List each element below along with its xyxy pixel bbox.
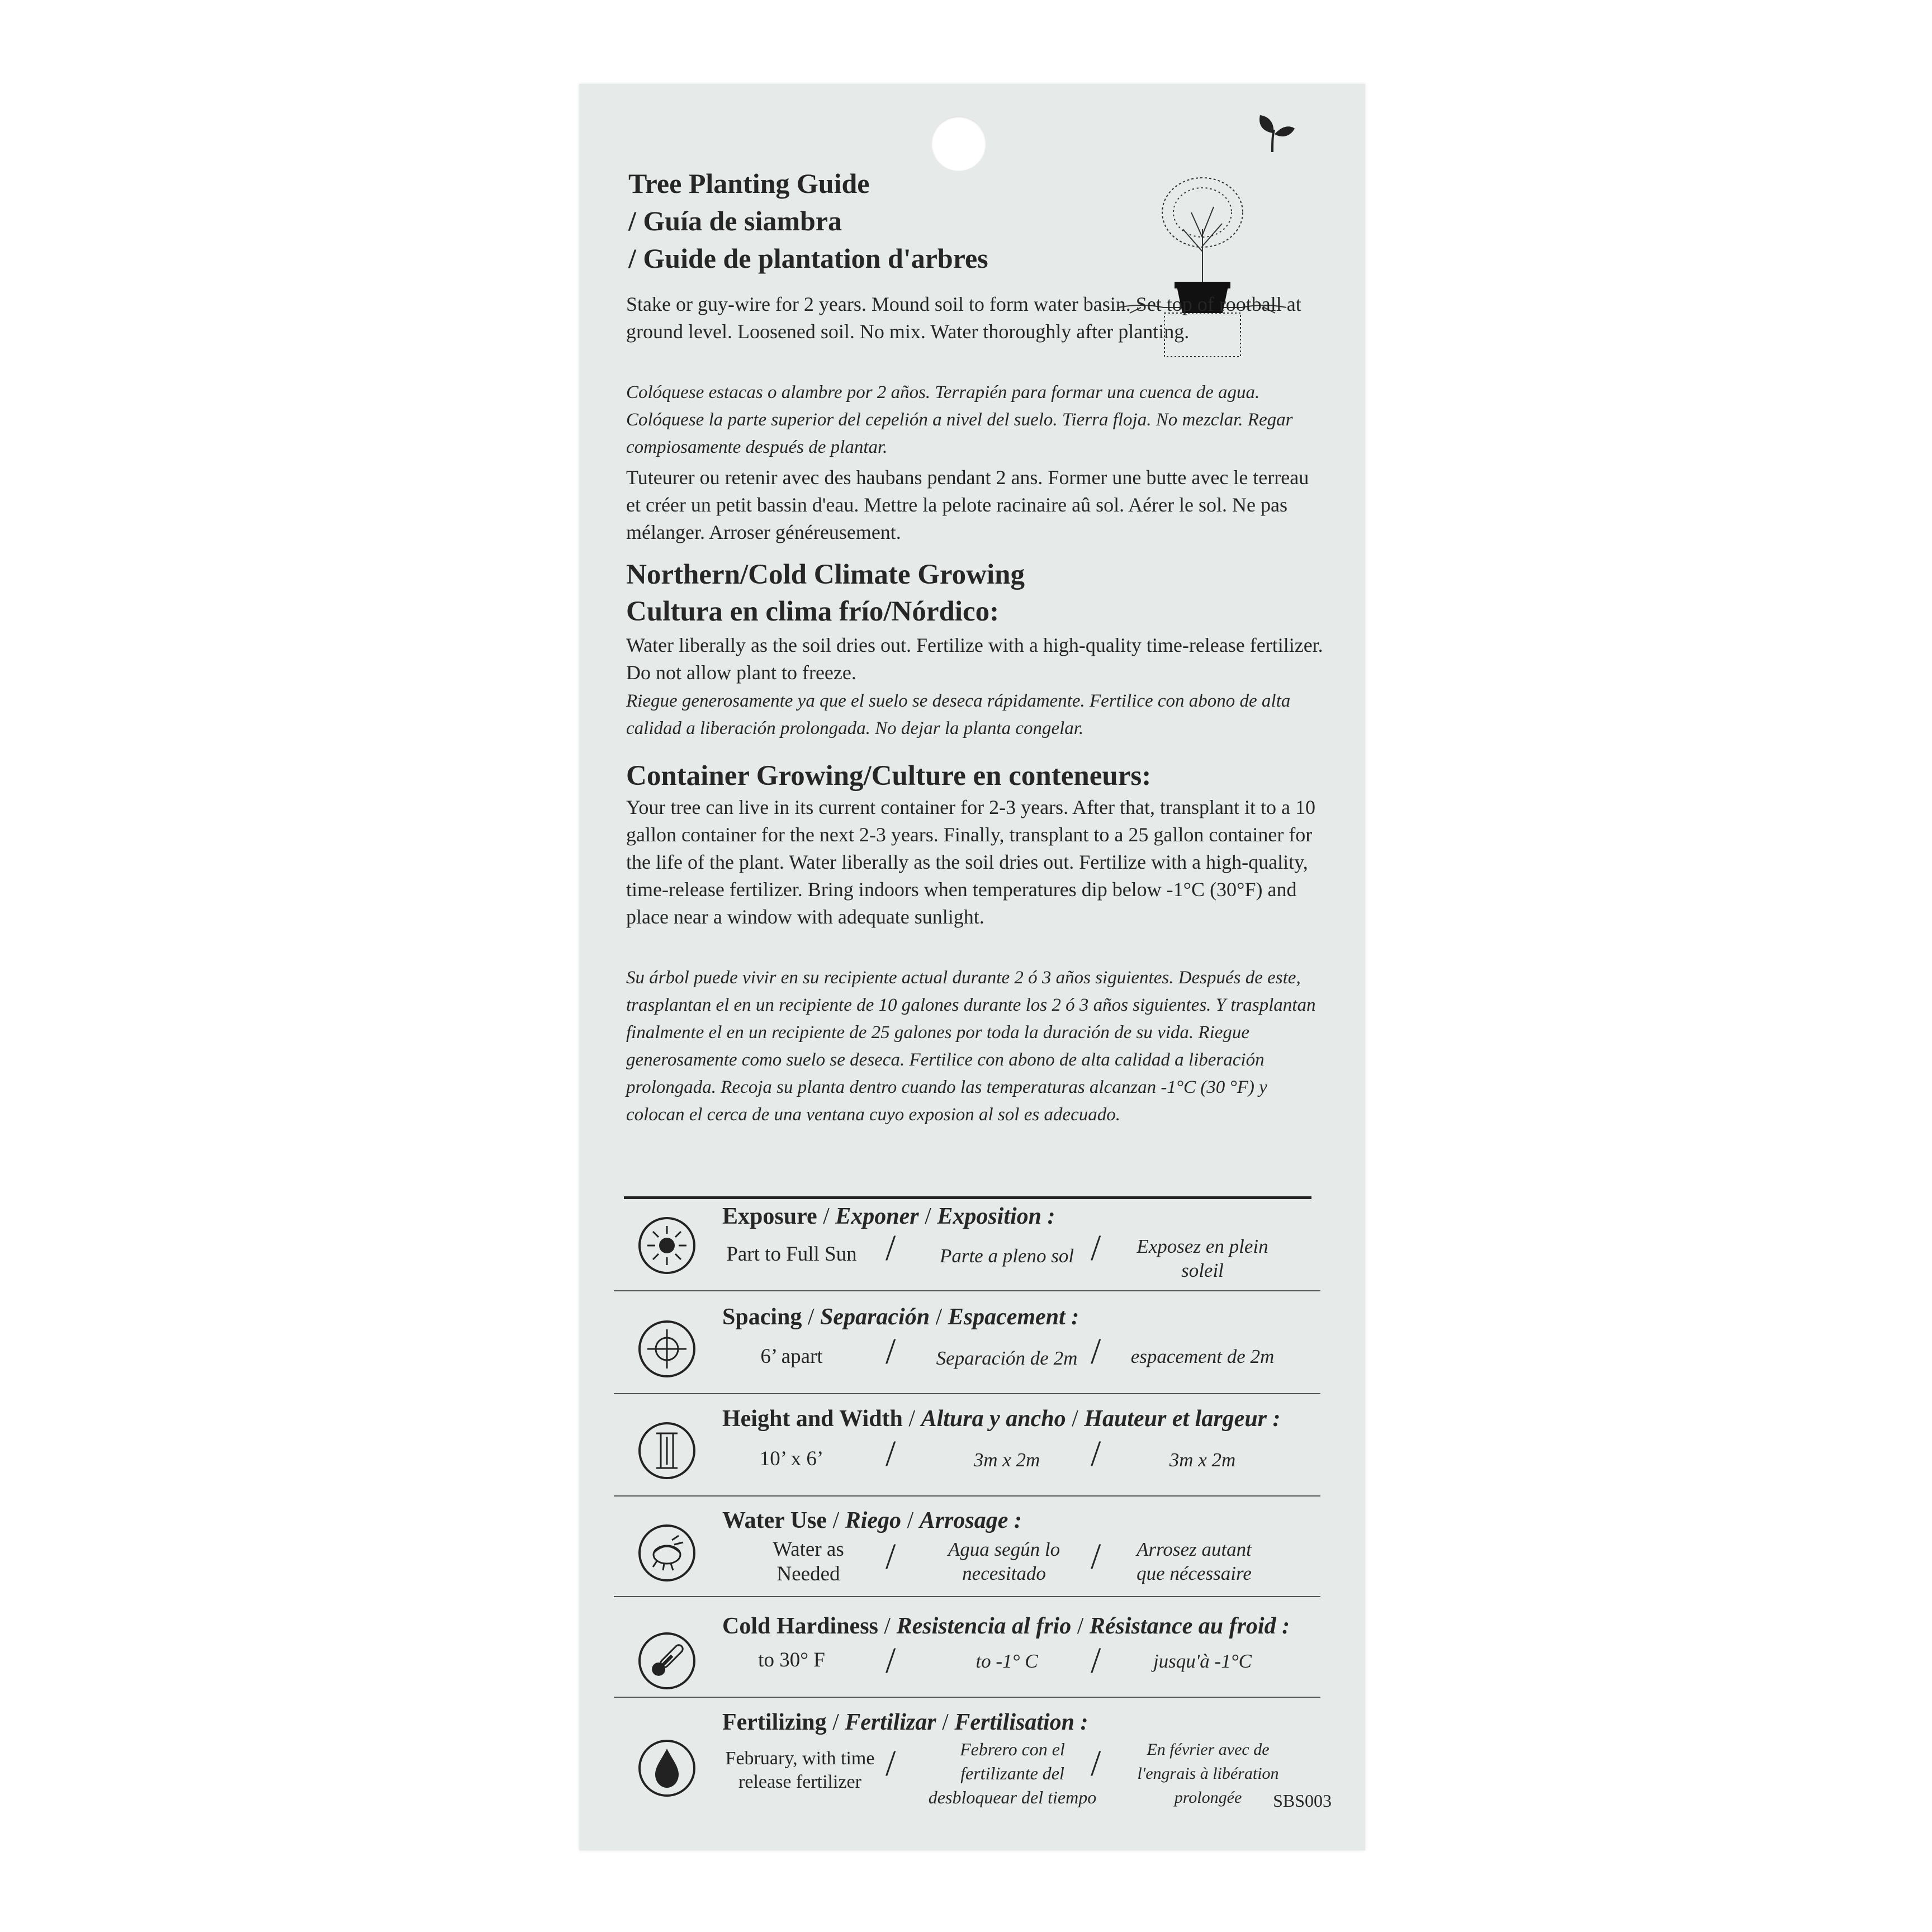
planting-text-es: Colóquese estacas o alambre por 2 años. Terrapién para formar una cuenca de agua. Colóquese la parte superior del cepelión a nivel del suelo. Tierra floja. No mezclar. Regar compiosamente después de plantar. — [626, 382, 1293, 457]
water-use-value-fr: Arrosez autant que nécessaire — [1137, 1538, 1252, 1584]
separator-slash: / — [1091, 1743, 1101, 1784]
water-drop-icon — [637, 1739, 697, 1798]
separator-slash: / — [886, 1640, 896, 1681]
container-text-es: Su árbol puede vivir en su recipiente actual durante 2 ó 3 años siguientes. Después de este, trasplantan el en un recipiente de 10 galones durante los 2 ó 3 años siguientes. Y trasplantan finalmente el en un recipiente de 25 galones por toda la duración de su vida. Riegue generosamente como suelo se deseca. Fertilice con abono de alta calidad a liberación prolongada. Recoja su planta dentro cuando las temperaturas alcanzan -1°C (30 °F) y colocan el cerca de una ventana cuyo exposion al sol es adecuado. — [626, 968, 1316, 1125]
row-divider — [614, 1697, 1320, 1698]
water-use-value-es: Agua según lo necesitado — [948, 1538, 1060, 1584]
plant-care-tag — [579, 84, 1365, 1850]
northern-heading-en: Northern/Cold Climate Growing — [626, 559, 1025, 590]
northern-text-en: Water liberally as the soil dries out. Fertilize with a high-quality time-release fertilizer. Do not allow plant to freeze. — [626, 634, 1323, 684]
guide-title-en: Tree Planting Guide — [628, 168, 870, 199]
separator-slash: / — [886, 1331, 896, 1372]
height-width-label: Height and Width / Altura y ancho / Hauteur et largeur : — [722, 1406, 1281, 1432]
planting-text-fr: Tuteurer ou retenir avec des haubans pendant 2 ans. Former une butte avec le terreau et créer un petit bassin d'eau. Mettre la pelote racinaire aû sol. Aérer le sol. Ne pas mélanger. Arroser généreusement. — [626, 466, 1309, 543]
spec-table-top-rule — [624, 1196, 1311, 1199]
container-text-en: Your tree can live in its current container for 2-3 years. After that, transplant it to a 10 gallon container for the next 2-3 years. Finally, transplant to a 25 gallon container for the life of the plant. Water liberally as the soil dries out. Fertilize with a high-quality, time-release fertilizer. Bring indoors when temperatures dip below -1°C (30°F) and place near a window with adequate sunlight. — [626, 796, 1315, 928]
spacing-value-fr: espacement de 2m — [1130, 1346, 1275, 1367]
hang-hole — [931, 116, 986, 171]
guide-title-es: / Guía de siambra — [628, 205, 842, 236]
guide-title-fr: / Guide de plantation d'arbres — [628, 243, 988, 274]
fertilizing-value-fr: En février avec de l'engrais à libération prolongée — [1137, 1740, 1279, 1807]
northern-text-es: Riegue generosamente ya que el suelo se deseca rápidamente. Fertilice con abono de alta calidad a liberación prolongada. No dejar la planta congelar. — [626, 691, 1291, 738]
height-width-value-es: 3m x 2m — [973, 1449, 1040, 1471]
water-use-label: Water Use / Riego / Arrosage : — [722, 1508, 1022, 1533]
cold-hardiness-label: Cold Hardiness / Resistencia al frio / Résistance au froid : — [722, 1613, 1290, 1639]
height-width-value-fr: 3m x 2m — [1169, 1449, 1236, 1471]
separator-slash: / — [1091, 1640, 1101, 1681]
water-use-value-en: Water as Needed — [773, 1538, 844, 1585]
spacing-crosshair-icon — [637, 1319, 697, 1379]
spacing-value-en: 6’ apart — [760, 1345, 823, 1368]
row-divider — [614, 1393, 1320, 1394]
row-divider — [614, 1596, 1320, 1597]
separator-slash: / — [1091, 1228, 1101, 1268]
container-heading: Container Growing/Culture en conteneurs: — [626, 760, 1152, 792]
separator-slash: / — [886, 1228, 896, 1268]
height-width-icon — [637, 1421, 697, 1480]
row-divider — [614, 1290, 1320, 1291]
thermometer-icon — [637, 1631, 697, 1690]
height-width-value-en: 10’ x 6’ — [759, 1447, 824, 1470]
separator-slash: / — [886, 1433, 896, 1474]
exposure-value-en: Part to Full Sun — [726, 1243, 857, 1266]
cold-hardiness-value-fr: jusqu'à -1°C — [1153, 1650, 1252, 1672]
spacing-value-es: Separación de 2m — [936, 1347, 1078, 1369]
separator-slash: / — [886, 1743, 896, 1784]
cold-hardiness-value-es: to -1° C — [976, 1650, 1038, 1672]
spacing-label: Spacing / Separación / Espacement : — [722, 1304, 1079, 1330]
separator-slash: / — [886, 1536, 896, 1577]
planting-text-en: Stake or guy-wire for 2 years. Mound soil to form water basin. Set top of rootball at ground level. Loosened soil. No mix. Water thoroughly after planting. — [626, 293, 1301, 343]
separator-slash: / — [1091, 1536, 1101, 1577]
cold-hardiness-value-en: to 30° F — [758, 1649, 825, 1671]
fertilizing-label: Fertilizing / Fertilizar / Fertilisation : — [722, 1710, 1088, 1735]
row-divider — [614, 1495, 1320, 1497]
separator-slash: / — [1091, 1433, 1101, 1474]
fertilizing-value-es: Febrero con el fertilizante del desbloquear del tiempo — [928, 1739, 1097, 1807]
water-use-icon — [637, 1523, 697, 1583]
exposure-value-fr: Exposez en plein soleil — [1137, 1235, 1268, 1281]
fertilizing-value-en: February, with time release fertilizer — [725, 1748, 875, 1792]
exposure-label: Exposure / Exponer / Exposition : — [722, 1204, 1055, 1229]
sun-icon — [637, 1216, 697, 1275]
northern-heading-es: Cultura en clima frío/Nórdico: — [626, 596, 1000, 627]
exposure-value-es: Parte a pleno sol — [939, 1245, 1074, 1267]
separator-slash: / — [1091, 1331, 1101, 1372]
product-code: SBS003 — [1273, 1791, 1332, 1811]
